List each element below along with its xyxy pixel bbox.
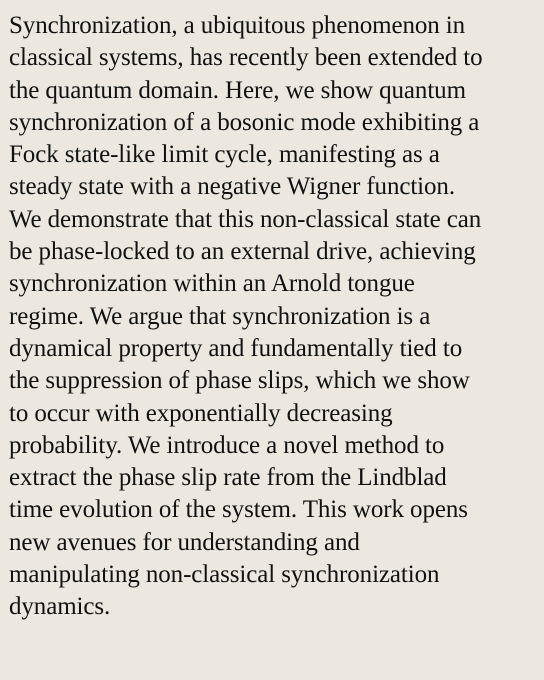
abstract-text bbox=[9, 10, 536, 624]
text-line: probability. We introduce a novel method to bbox=[9, 431, 445, 459]
text-line: synchronization of a bosonic mode exhibiting a bbox=[9, 108, 480, 136]
text-line: classical systems, has recently been extended to bbox=[9, 44, 483, 72]
text-line: dynamical property and fundamentally tied to bbox=[9, 334, 463, 362]
text-line: Synchronization, a ubiquitous phenomenon in bbox=[9, 12, 466, 39]
text-line: extract the phase slip rate from the Lindblad bbox=[9, 464, 447, 492]
text-line: synchronization within an Arnold tongue bbox=[9, 270, 415, 298]
text-line: Fock state-like limit cycle, manifesting as a bbox=[9, 141, 440, 169]
text-line: regime. We argue that synchronization is a bbox=[9, 302, 431, 330]
text-line: the suppression of phase slips, which we show bbox=[9, 367, 470, 395]
text-line: the quantum domain. Here, we show quantum bbox=[9, 76, 466, 104]
text-line: dynamics. bbox=[9, 593, 111, 621]
text-line: manipulating non-classical synchronization bbox=[9, 561, 440, 589]
text-line: new avenues for understanding and bbox=[9, 528, 360, 556]
text-line: be phase-locked to an external drive, achieving bbox=[9, 238, 476, 266]
text-line: to occur with exponentially decreasing bbox=[9, 399, 393, 427]
text-line: steady state with a negative Wigner function. bbox=[9, 173, 455, 201]
text-line: time evolution of the system. This work opens bbox=[9, 496, 468, 524]
text-line: We demonstrate that this non-classical state can bbox=[9, 205, 482, 233]
